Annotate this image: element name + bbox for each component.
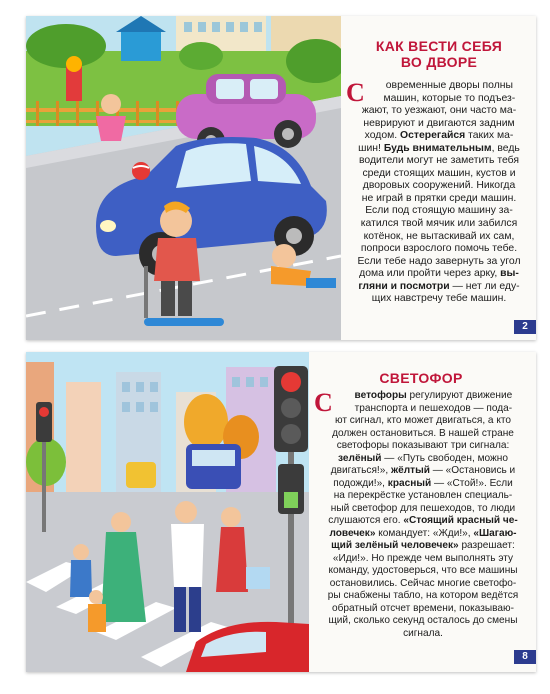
text-line: котёнок, не вытаскивай их сам, <box>363 230 515 242</box>
text-line: светофоры показывают три сигнала: <box>336 440 510 451</box>
text-line: овременные дворы полны <box>385 80 513 91</box>
text-line: на перекрёстке установлен специаль- <box>333 490 513 501</box>
page-number: 2 <box>514 320 536 334</box>
page-number: 8 <box>514 650 536 664</box>
text-line: попроси взрослого помочь тебе. <box>360 243 518 255</box>
page-title <box>344 38 534 70</box>
text-line: двигаться!», жёлтый — «Остановись и <box>330 465 516 476</box>
text-line: среди стоящих машин, кустов и <box>362 167 516 179</box>
text-line: транспорта и пешеходов — пода- <box>354 402 513 414</box>
text-line: ный светофор для пешеходов, то люди <box>330 502 516 514</box>
body-text <box>346 80 532 306</box>
text-line: ветофоры регулируют движение <box>354 390 513 401</box>
text-line: машин, которые то подъез- <box>383 92 516 104</box>
text-line: щий, сколько секунд осталось до смены <box>328 615 518 626</box>
yard-illustration <box>26 16 341 340</box>
text-line: ловечек» командует: «Жди!», «Шагаю- <box>329 527 517 539</box>
text-line: сигнала. <box>403 627 443 639</box>
text-line: дома или пройти через арку, вы- <box>359 268 519 280</box>
text-line: водители могут не заметить тебя <box>358 155 519 167</box>
text-line: щий зелёный человечек» разрешает: <box>331 540 515 551</box>
text-line: ры снабжены табло, на котором ведётся <box>327 590 519 601</box>
text-line: остановились. Сейчас многие светофо- <box>329 577 517 589</box>
drop-cap: С <box>346 78 365 107</box>
text-line: Если под стоящую машину за- <box>365 205 513 217</box>
text-line: ют сигнал, кто может двигаться, а кто <box>335 415 511 426</box>
title-line-1: КАК ВЕСТИ СЕБЯ <box>375 38 503 54</box>
body-text <box>314 390 532 640</box>
text-line: подожди!», красный — «Стой!». Если <box>333 477 513 489</box>
text-line: Если тебе надо завернуть за угол <box>357 255 521 267</box>
text-line: не играй в прятки среди машин. <box>361 192 517 204</box>
text-line: дворовых сооружений. Никогда <box>362 180 516 192</box>
text-line: команду, удостоверься, что все машины <box>328 565 518 576</box>
text-line: «Иди!». Но прежде чем выполнять эту <box>332 552 514 564</box>
text-line: слушаются его. «Стоящий красный че- <box>328 515 518 526</box>
traffic-light-illustration <box>26 352 309 672</box>
drop-cap: С <box>314 388 333 417</box>
text-line: неврируют и двигаются задним <box>363 117 515 129</box>
page-yard <box>26 16 536 340</box>
text-line: катился твой мячик или забился <box>360 218 518 230</box>
page-title: СВЕТОФОР <box>379 370 463 386</box>
title-line-2: ВО ДВОРЕ <box>400 54 478 70</box>
text-line: должен остановиться. В нашей стране <box>332 427 514 439</box>
text-line: щих навстречу тебе машин. <box>371 293 507 305</box>
text-line: жают, то уезжают, они часто ма- <box>361 105 517 117</box>
text-line: шин! Будь внимательным, ведь <box>358 142 520 154</box>
text-line: гляни и посмотри — нет ли еду- <box>358 280 520 292</box>
text-line: зелёный — «Путь свободен, можно <box>338 452 508 464</box>
text-line: ходом. Остерегайся таких ма- <box>364 130 514 142</box>
text-line: обратный отсчет времени, показываю- <box>332 602 514 614</box>
page-traffic-light <box>26 352 536 672</box>
